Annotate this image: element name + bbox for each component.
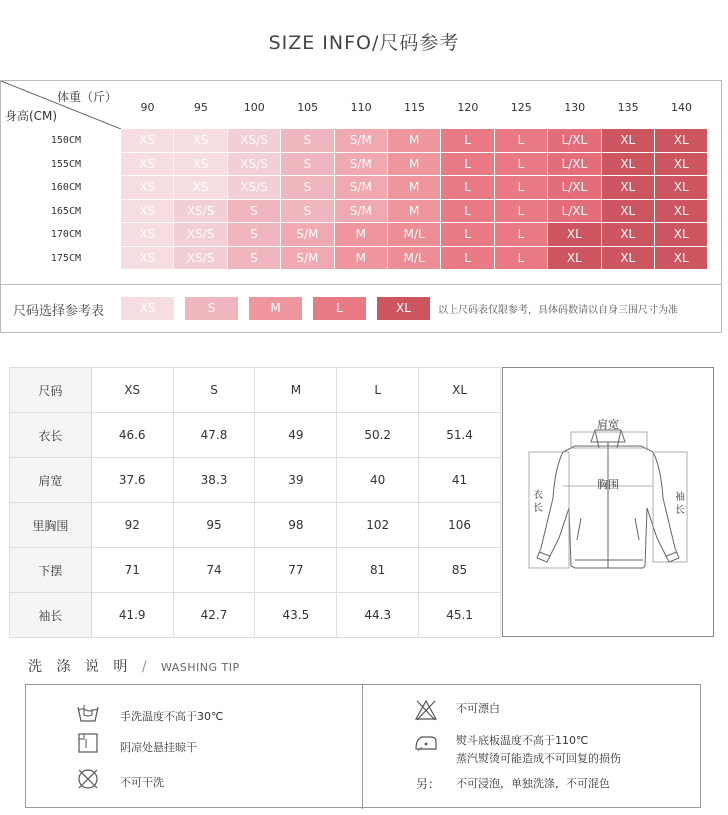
- weight-label: 90: [140, 101, 155, 114]
- size-cell: L/XL: [548, 176, 601, 200]
- size-cell: S: [228, 247, 281, 271]
- measure-cell: 41.9: [91, 593, 173, 638]
- iron-low-temp-icon: [412, 733, 440, 753]
- size-cell: XS: [121, 176, 174, 200]
- size-cell: L/XL: [548, 129, 601, 153]
- wash-steam-warning: 蒸汽熨烫可能造成不可回复的损伤: [456, 752, 621, 765]
- chest-label: 胸围: [597, 478, 619, 491]
- measure-cell: 49: [255, 413, 337, 458]
- size-cell: XS/S: [228, 176, 281, 200]
- size-cell: S: [281, 176, 334, 200]
- measure-row-label: 里胸围: [10, 503, 92, 548]
- line-dry-shade-icon: [78, 733, 98, 753]
- measure-cell: XS: [91, 368, 173, 413]
- measure-row-label: 尺码: [10, 368, 92, 413]
- size-cell: XL: [602, 176, 655, 200]
- size-cell: S/M: [335, 153, 388, 177]
- measure-cell: 40: [337, 458, 419, 503]
- measure-cell: 43.5: [255, 593, 337, 638]
- size-cell: XS: [121, 129, 174, 153]
- measure-cell: L: [337, 368, 419, 413]
- hand-wash-icon: [76, 701, 100, 723]
- size-cell: L: [495, 153, 548, 177]
- size-cell: S/M: [281, 223, 334, 247]
- weight-label: 135: [617, 101, 639, 114]
- measure-cell: 74: [173, 548, 255, 593]
- measure-row: [10, 503, 501, 548]
- sleeve-label: 袖长: [675, 492, 685, 516]
- size-cell: M: [388, 153, 441, 177]
- measure-row-label: 衣长: [10, 413, 92, 458]
- legend-swatch: XL: [377, 297, 430, 320]
- size-cell: XS/S: [174, 247, 227, 271]
- measure-cell: 50.2: [337, 413, 419, 458]
- size-cell: XL: [602, 247, 655, 271]
- size-cell: L: [441, 200, 494, 224]
- legend-swatch: M: [249, 297, 302, 320]
- wash-other-note: 不可浸泡，单独洗涤，不可混色: [456, 777, 610, 790]
- shoulder-label: 肩宽: [597, 418, 619, 431]
- length-label: 衣长: [533, 490, 543, 514]
- measure-cell: 77: [255, 548, 337, 593]
- size-cell: XS/S: [228, 153, 281, 177]
- size-cell: M: [388, 200, 441, 224]
- size-cell: L/XL: [548, 200, 601, 224]
- size-cell: L: [441, 129, 494, 153]
- height-label: 150CM: [50, 135, 81, 146]
- size-cell: XL: [655, 176, 708, 200]
- measure-cell: 102: [337, 503, 419, 548]
- height-label: 165CM: [50, 205, 81, 217]
- measure-cell: 44.3: [337, 593, 419, 638]
- measure-cell: S: [173, 368, 255, 413]
- size-cell: XL: [655, 200, 708, 224]
- size-cell: L: [495, 223, 548, 247]
- size-cell: XL: [548, 223, 601, 247]
- size-cell: XL: [548, 247, 601, 271]
- size-cell: XS: [174, 176, 227, 200]
- weight-header: 体重（斤）: [56, 90, 117, 104]
- measure-header-row: [10, 368, 501, 413]
- size-cell: XS/S: [228, 129, 281, 153]
- measure-cell: 95: [173, 503, 255, 548]
- size-cell: XL: [655, 223, 708, 247]
- height-label: 160CM: [50, 182, 81, 193]
- size-cell: L: [495, 176, 548, 200]
- measure-cell: 42.7: [173, 593, 255, 638]
- no-bleach-icon: [414, 699, 438, 721]
- size-cell: XS: [121, 247, 174, 271]
- washing-divider: [362, 685, 363, 809]
- measurement-table: [9, 367, 501, 638]
- legend-label: 尺码选择参考表: [13, 304, 105, 319]
- size-cell: S: [281, 153, 334, 177]
- size-cell: M: [335, 223, 388, 247]
- size-cell: XL: [602, 200, 655, 224]
- size-cell: L: [441, 153, 494, 177]
- size-cell: L: [441, 247, 494, 271]
- size-chart-corner: [1, 81, 121, 129]
- measure-row: [10, 548, 501, 593]
- measure-cell: 47.8: [173, 413, 255, 458]
- measure-cell: 45.1: [419, 593, 501, 638]
- wash-dry-shade: 阴凉处悬挂晾干: [120, 741, 197, 754]
- washing-title: 洗 涤 说 明 / WASHING TIP: [28, 659, 240, 675]
- weight-label: 95: [193, 101, 208, 114]
- size-cell: M/L: [388, 223, 441, 247]
- legend-note: 以上尺码表仅限参考，具体码数请以自身三围尺寸为准: [438, 305, 678, 316]
- measure-row: [10, 458, 501, 503]
- size-cell: S: [228, 200, 281, 224]
- size-cell: XL: [602, 223, 655, 247]
- legend-swatch: S: [185, 297, 238, 320]
- measure-cell: 92: [91, 503, 173, 548]
- legend-swatch: L: [313, 297, 366, 320]
- weight-label: 110: [350, 101, 372, 114]
- size-cell: L: [495, 200, 548, 224]
- size-cell: M: [388, 129, 441, 153]
- size-cell: S/M: [281, 247, 334, 271]
- size-cell: XL: [655, 247, 708, 271]
- size-cell: S: [281, 129, 334, 153]
- size-cell: XL: [602, 153, 655, 177]
- size-cell: XS: [174, 129, 227, 153]
- jacket-illustration: [503, 368, 713, 636]
- measure-cell: XL: [419, 368, 501, 413]
- measure-cell: 46.6: [91, 413, 173, 458]
- size-legend: [0, 285, 722, 333]
- weight-label: 120: [457, 101, 479, 114]
- measure-cell: 85: [419, 548, 501, 593]
- wash-other-label: 另：: [416, 777, 441, 791]
- weight-label: 115: [404, 101, 425, 114]
- size-cell: L: [441, 223, 494, 247]
- measure-cell: 81: [337, 548, 419, 593]
- size-cell: M/L: [388, 247, 441, 271]
- measure-cell: 38.3: [173, 458, 255, 503]
- weight-label: 140: [671, 101, 692, 114]
- measure-cell: 98: [255, 503, 337, 548]
- size-cell: XL: [655, 129, 708, 153]
- measure-cell: 51.4: [419, 413, 501, 458]
- size-cell: M: [335, 247, 388, 271]
- height-label: 175CM: [50, 252, 81, 264]
- height-label: 170CM: [50, 229, 81, 240]
- wash-no-dry-clean: 不可干洗: [120, 776, 164, 789]
- size-cell: L: [495, 129, 548, 153]
- size-cell: L: [495, 247, 548, 271]
- size-cell: S: [228, 223, 281, 247]
- size-cell: S: [281, 200, 334, 224]
- measure-cell: 39: [255, 458, 337, 503]
- size-cell: XL: [655, 153, 708, 177]
- size-cell: XS: [121, 153, 174, 177]
- size-cell: XS: [174, 153, 227, 177]
- weight-label: 125: [510, 101, 532, 114]
- measure-row: [10, 593, 501, 638]
- measure-cell: 71: [91, 548, 173, 593]
- size-cell: XS/S: [174, 200, 227, 224]
- measure-row-label: 袖长: [10, 593, 92, 638]
- washing-title-cn: 洗 涤 说 明: [28, 659, 133, 675]
- wash-iron-temp: 熨斗底板温度不高于110℃: [456, 734, 589, 747]
- weight-label: 130: [564, 101, 586, 114]
- measure-cell: M: [255, 368, 337, 413]
- measure-row-label: 下摆: [10, 548, 92, 593]
- measure-cell: 37.6: [91, 458, 173, 503]
- wash-hand-temp: 手洗温度不高于30℃: [120, 710, 224, 723]
- page-title: SIZE INFO/尺码参考: [268, 32, 460, 54]
- size-cell: S/M: [335, 200, 388, 224]
- weight-label: 100: [243, 101, 265, 114]
- washing-box: [25, 684, 701, 808]
- size-cell: M: [388, 176, 441, 200]
- size-cell: XS: [121, 200, 174, 224]
- measure-cell: 106: [419, 503, 501, 548]
- size-cell: XL: [602, 129, 655, 153]
- measure-cell: 41: [419, 458, 501, 503]
- size-cell: XS: [121, 223, 174, 247]
- size-cell: S/M: [335, 129, 388, 153]
- garment-diagram: [502, 367, 714, 637]
- height-header: 身高(CM): [5, 109, 58, 123]
- washing-title-en: WASHING TIP: [160, 661, 240, 674]
- size-cell: XS/S: [174, 223, 227, 247]
- height-label: 155CM: [50, 158, 81, 170]
- no-dry-clean-icon: [76, 767, 100, 791]
- weight-label: 105: [297, 101, 319, 114]
- measure-row: [10, 413, 501, 458]
- measure-row-label: 肩宽: [10, 458, 92, 503]
- size-cell: L: [441, 176, 494, 200]
- wash-no-bleach: 不可漂白: [456, 702, 500, 715]
- legend-swatch: XS: [121, 297, 174, 320]
- size-cell: S/M: [335, 176, 388, 200]
- size-chart: [0, 80, 722, 285]
- size-cell: L/XL: [548, 153, 601, 177]
